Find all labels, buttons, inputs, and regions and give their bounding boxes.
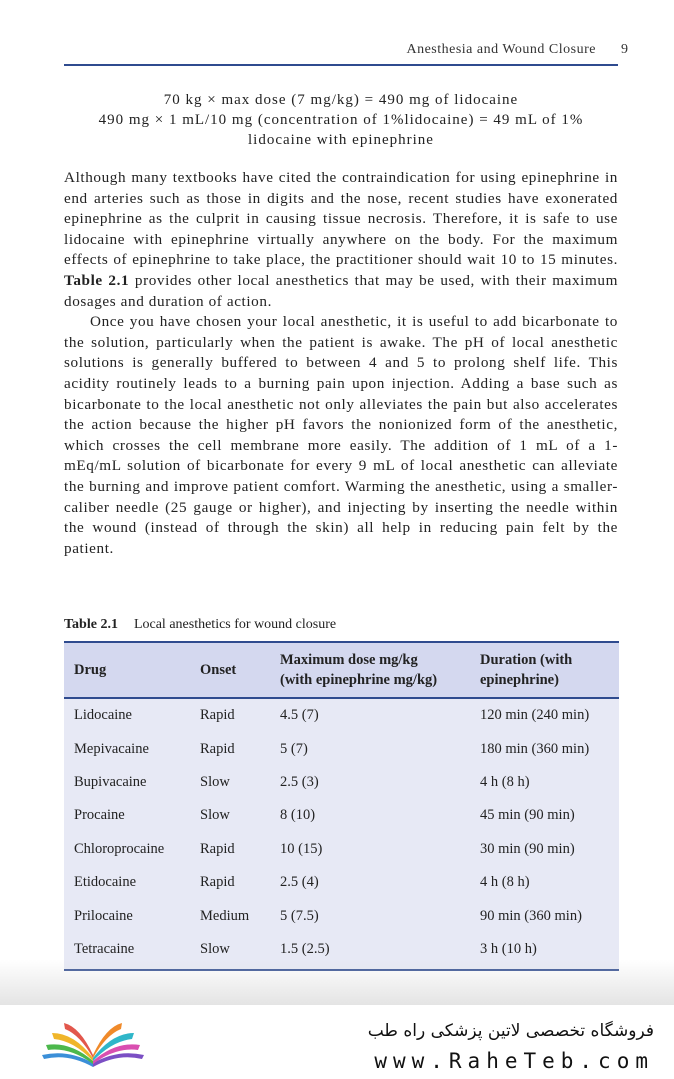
page-bottom-shadow [0,960,674,1010]
cell-onset: Rapid [200,840,235,857]
anesthetics-table-container [64,641,619,971]
table-row [64,766,619,799]
cell-onset: Slow [200,940,230,957]
cell-drug: Mepivacaine [74,740,149,757]
cell-drug: Etidocaine [74,874,137,891]
cell-onset: Rapid [200,707,235,724]
header-max-dose [270,643,470,698]
anesthetics-table [64,643,619,966]
paragraph-2: Once you have chosen your local anesthetic, it is useful to add bicarbonate to the solution, particularly when the patient is awake. The pH of local anesthetic solutions is generally buffered to between 4 and 5 to prolong shelf life. This acidity routinely leads to a burning pain upon injection. Adding a base such as bicarbonate to the local anesthetic not only alleviates the pain but also accelerates the action because the higher pH favors the nonionized form of the anesthetic, which crosses the cell membrane more easily. The addition of 1 mL of a 1-mEq/mL solution of bicarbonate for every 9 mL of local anesthetic can alleviate the burning and improve patient comfort. Warming the anesthetic, using a smaller-caliber needle (25 gauge or higher), and injecting by inserting the needle within the wound (instead of through the skin) all help in reducing pain felt by the patient. [64,313,618,557]
cell-drug: Prilocaine [74,907,133,924]
formula-line-2: 490 mg × 1 mL/10 mg (concentration of 1%lidocaine) = 49 mL of 1% [98,112,584,128]
cell-onset: Rapid [200,874,235,891]
cell-duration: 30 min (90 min) [480,840,575,857]
table-row [64,899,619,932]
table-row [64,698,619,732]
header-duration-line-2: epinephrine) [480,672,559,688]
cell-duration: 4 h (8 h) [480,874,530,891]
table-row [64,799,619,832]
cell-duration: 45 min (90 min) [480,807,575,824]
cell-max-dose: 4.5 (7) [280,707,319,724]
paragraph-1-text-b: provides other local anesthetics that may be used, with their maximum dosages and duration of action. [64,271,619,310]
table-row [64,732,619,765]
cell-max-dose: 8 (10) [280,807,316,824]
cell-max-dose: 2.5 (3) [280,773,319,790]
cell-drug: Chloroprocaine [74,840,165,857]
table-row [64,833,619,866]
cell-onset: Slow [200,773,230,790]
header-drug: Drug [74,662,107,678]
header-duration [470,643,619,698]
cell-max-dose: 2.5 (4) [280,874,319,891]
running-title: Anesthesia and Wound Closure [406,42,596,57]
cell-duration: 180 min (360 min) [480,740,590,757]
store-url-link[interactable]: www.RaheTeb.com [374,1049,654,1073]
formula-line-1: 70 kg × max dose (7 mg/kg) = 490 mg of lidocaine [163,92,519,108]
cell-duration: 90 min (360 min) [480,907,582,924]
table-header-row [64,643,619,698]
cell-duration: 120 min (240 min) [480,707,590,724]
table-caption [64,617,336,633]
cell-max-dose: 5 (7.5) [280,907,319,924]
header-onset: Onset [200,662,237,678]
body-text [64,168,618,559]
cell-max-dose: 10 (15) [280,840,323,857]
table-row [64,866,619,899]
cell-max-dose: 5 (7) [280,740,308,757]
paragraph-1 [64,168,618,312]
table-caption-number: Table 2.1 [64,617,118,632]
cell-duration: 3 h (10 h) [480,940,537,957]
cell-onset: Rapid [200,740,235,757]
cell-duration: 4 h (8 h) [480,773,530,790]
running-header [64,38,628,66]
header-max-dose-line-2: (with epinephrine mg/kg) [280,672,438,688]
dose-calculation [64,90,618,150]
cell-drug: Bupivacaine [74,773,147,790]
cell-onset: Slow [200,807,230,824]
formula-line-3: lidocaine with epinephrine [248,132,434,148]
open-book-logo-icon [38,1019,148,1069]
store-name: فروشگاه تخصصی لاتین پزشکی راه طب [367,1021,654,1041]
page-number: 9 [621,42,628,57]
cell-drug: Lidocaine [74,707,132,724]
table-reference-link[interactable]: Table 2.1 [64,271,130,289]
header-max-dose-line-1: Maximum dose mg/kg [280,652,418,668]
cell-max-dose: 1.5 (2.5) [280,940,330,957]
cell-drug: Tetracaine [74,940,135,957]
store-footer [0,1005,674,1079]
header-duration-line-1: Duration (with [480,652,573,668]
paragraph-1-text-a: Although many textbooks have cited the contraindication for using epinephrine in end arteries such as those in digits and the nose, recent studies have exonerated epinephrine as the culprit in causing tissue necrosis. Therefore, it is safe to use lidocaine with epinephrine virtually anywhere on the body. For the maximum effects of epinephrine to take place, the practitioner should wait 10 to 15 minutes. [64,169,618,269]
cell-drug: Procaine [74,807,125,824]
table-caption-title: Local anesthetics for wound closure [133,617,337,632]
cell-onset: Medium [200,907,250,924]
